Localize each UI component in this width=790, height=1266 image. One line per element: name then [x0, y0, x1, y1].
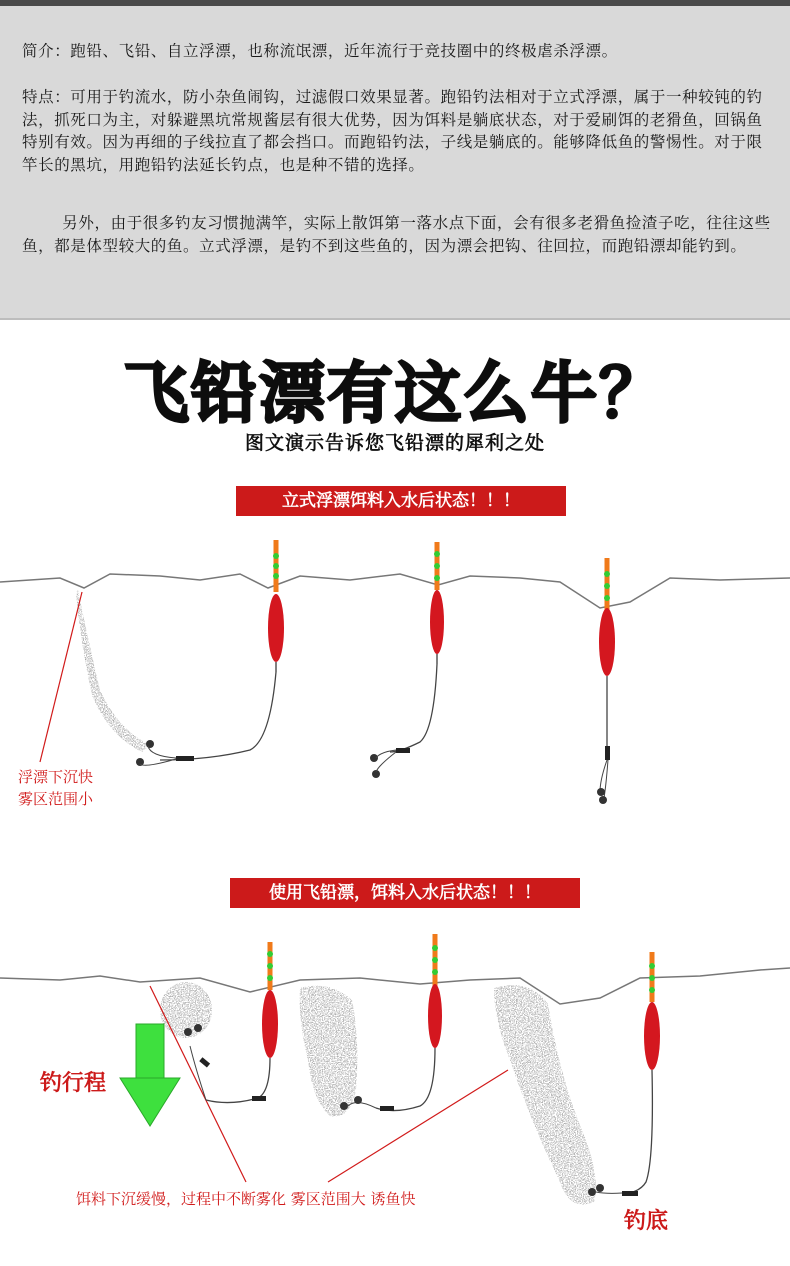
standard-float-svg	[0, 530, 790, 830]
bottom-label: 钓底	[624, 1209, 669, 1234]
note-line-fog-small: 雾区范围小	[18, 790, 94, 808]
intro-summary: 简介：跑铅、飞铅、自立浮漂，也称流氓漂，近年流行于竞技圈中的终极虐杀浮漂。	[22, 42, 618, 60]
bait-cloud-3	[494, 985, 596, 1204]
standard-float-note	[18, 766, 93, 810]
bait-cloud-2	[300, 986, 358, 1117]
standard-float-banner: 立式浮漂饵料入水后状态！！！	[236, 486, 566, 516]
intro-features: 特点：可用于钓流水，防小杂鱼闹钩，过滤假口效果显著。跑铅钓法相对于立式浮漂，属于一种较钝的钓法，抓死口为主，对躲避黑坑常规酱层有很大优势，因为饵料是躺底状态，对于爱刷饵的老猾鱼，回锅鱼特别有效。因为再细的子线拉直了都会挡口。而跑铅钓法，子线是躺底的。能够降低鱼的警惕性。对于限竿长的黑坑，用跑铅钓法延长钓点，也是种不错的选择。	[22, 88, 763, 174]
page-title: 飞铅漂有这么牛？	[123, 355, 667, 432]
flying-float-note: 饵料下沉缓慢，过程中不断雾化 雾区范围大 诱鱼快	[76, 1190, 416, 1208]
float-1	[136, 540, 284, 766]
float-2	[370, 542, 444, 778]
intro-panel	[0, 0, 790, 318]
note-line-sink-fast: 浮漂下沉快	[18, 768, 94, 786]
section-divider	[0, 318, 790, 320]
pointer-line-1	[40, 592, 82, 762]
flying-float-illustration	[0, 920, 790, 1266]
standard-float-illustration	[0, 530, 790, 830]
bait-cloud	[76, 590, 150, 752]
intro-more: 另外，由于很多钓友习惯抛满竿，实际上散饵第一落水点下面，会有很多老猾鱼捡渣子吃，往往这些鱼，都是体型较大的鱼。立式浮漂，是钓不到这些鱼的，因为漂会把钩、往回拉，而跑铅漂却能钓到。	[22, 214, 771, 255]
flying-float-banner: 使用飞铅漂，饵料入水后状态！！！	[230, 878, 580, 908]
water-surface-line-2	[0, 968, 790, 1004]
page-subtitle: 图文演示告诉您飞铅漂的犀利之处	[244, 432, 545, 454]
float-3	[597, 558, 615, 804]
travel-label: 钓行程	[40, 1071, 107, 1096]
water-surface-line	[0, 574, 790, 608]
flying-float-svg	[0, 920, 790, 1266]
down-arrow-icon	[120, 1024, 180, 1126]
flying-float-3	[588, 952, 660, 1196]
